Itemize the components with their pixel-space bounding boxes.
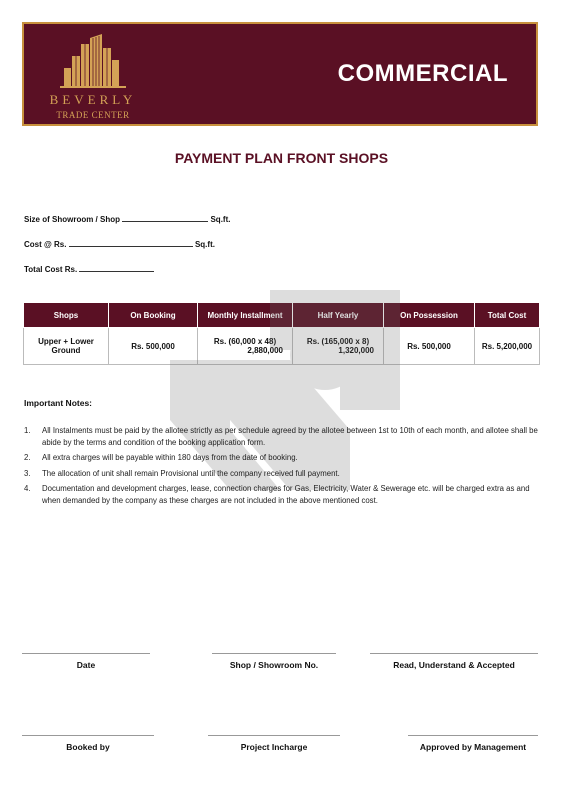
monthly-calc: Rs. (60,000 x 48): [213, 337, 277, 346]
signature-line: [408, 735, 538, 736]
total-field: [24, 264, 154, 274]
cost-unit: Sq.ft.: [194, 240, 215, 249]
notes-title: Important Notes:: [24, 398, 92, 408]
cost-field: [24, 239, 215, 249]
signature-label: Booked by: [66, 742, 110, 752]
signature-approved[interactable]: [408, 735, 538, 752]
header-banner: [22, 22, 538, 126]
brand-logo: [38, 34, 148, 122]
signature-accepted[interactable]: [370, 653, 538, 670]
cost-blank-line[interactable]: [69, 239, 193, 247]
signature-label: Approved by Management: [419, 742, 527, 752]
category-heading: COMMERCIAL: [337, 60, 508, 87]
note-text: All extra charges will be payable within 180 days from the date of booking.: [42, 453, 298, 462]
col-header-total: Total Cost: [475, 303, 540, 328]
table-row: [24, 328, 540, 365]
cell-shops: Upper + Lower Ground: [24, 328, 109, 365]
half-yearly-total: 1,320,000: [338, 346, 374, 355]
half-yearly-calc: Rs. (165,000 x 8): [306, 337, 370, 346]
signature-label: Project Incharge: [240, 742, 308, 752]
note-number: 3.: [24, 468, 31, 478]
col-header-on-booking: On Booking: [109, 303, 198, 328]
size-field: [24, 214, 230, 224]
col-header-on-possession: On Possession: [384, 303, 475, 328]
list-item: [24, 483, 540, 506]
signature-line: [22, 653, 150, 654]
note-number: 4.: [24, 484, 31, 493]
signature-line: [212, 653, 336, 654]
signature-label: Shop / Showroom No.: [229, 660, 319, 670]
signature-date[interactable]: [22, 653, 150, 670]
col-header-half-yearly: Half Yearly: [293, 303, 384, 328]
signature-label: Read, Understand & Accepted: [393, 660, 515, 670]
cell-on-booking: Rs. 500,000: [109, 328, 198, 365]
list-item: [24, 425, 540, 448]
signature-line: [22, 735, 154, 736]
cell-total: Rs. 5,200,000: [475, 328, 540, 365]
payment-plan-table: [23, 302, 540, 365]
page-title: PAYMENT PLAN FRONT SHOPS: [174, 150, 389, 166]
cell-half-yearly: [293, 328, 384, 365]
col-header-shops: Shops: [24, 303, 109, 328]
signature-shop-no[interactable]: [212, 653, 336, 670]
col-header-monthly: Monthly Installment: [198, 303, 293, 328]
note-text: All Instalments must be paid by the allotee strictly as per schedule agreed by the allotee between 1st to 10th of each month, and allotee shall be abide by the terms and condition of the booking application form.: [42, 426, 538, 447]
brand-name: BEVERLY: [49, 92, 137, 107]
building-icon: [60, 34, 126, 90]
signature-line: [370, 653, 538, 654]
brand-subtitle: TRADE CENTER: [56, 110, 130, 120]
signature-booked-by[interactable]: [22, 735, 154, 752]
cell-on-possession: Rs. 500,000: [384, 328, 475, 365]
signature-label: Date: [76, 660, 96, 670]
notes-list: [24, 425, 540, 510]
note-text: The allocation of unit shall remain Provisional until the company received full payment.: [42, 468, 340, 478]
note-number: 1.: [24, 426, 31, 435]
signature-project-incharge[interactable]: [208, 735, 340, 752]
size-label: Size of Showroom / Shop: [24, 215, 120, 224]
note-text: Documentation and development charges, lease, connection charges for Gas, Electricity, Water & Sewerage etc. will be charged extra as and when demanded by the company as these charges are not included in the above mentioned cost.: [42, 484, 530, 505]
cell-monthly: [198, 328, 293, 365]
total-label: Total Cost Rs.: [24, 265, 78, 274]
size-blank-line[interactable]: [122, 214, 208, 222]
size-unit: Sq.ft.: [210, 215, 231, 224]
table-header-row: [24, 303, 540, 328]
monthly-total: 2,880,000: [247, 346, 283, 355]
cost-label: Cost @ Rs.: [24, 240, 67, 249]
list-item: [24, 468, 540, 480]
note-number: 2.: [24, 453, 31, 462]
signature-line: [208, 735, 340, 736]
list-item: [24, 452, 540, 464]
total-blank-line[interactable]: [79, 264, 154, 272]
